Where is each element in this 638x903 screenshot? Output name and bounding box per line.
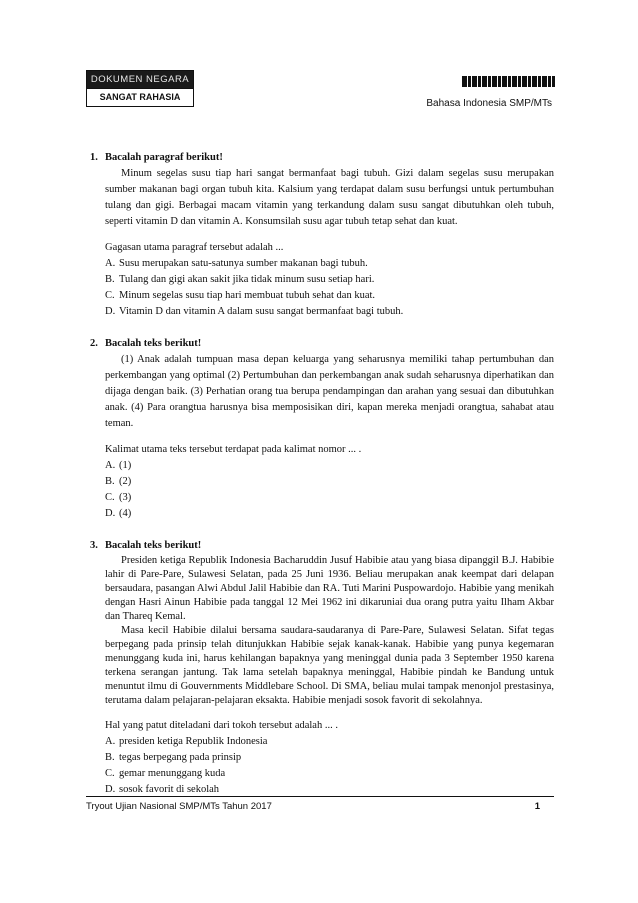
question-title: Bacalah teks berikut! [105, 540, 202, 551]
option-b: B. tegas berpegang pada prinsip [105, 752, 242, 763]
question-passage: Minum segelas susu tiap hari sangat bermanfaat bagi tubuh. Gizi dalam segelas susu merupakan sumber makanan bagi organ tubuh kita. Kalsium yang terdapat dalam susu berfungsi untuk pertumbuhan tulang dan gigi. Berbagai macam vitamin yang terkandung dalam susu sangat dibutuhkan oleh tubuh, seperti vitamin D dan vitamin A. Konsumsilah susu agar tubuh tetap sehat dan kuat. [105, 168, 554, 227]
question-prompt: Gagasan utama paragraf tersebut adalah ... [105, 242, 284, 253]
option-d: D. sosok favorit di sekolah [105, 784, 220, 795]
option-a: A. Susu merupakan satu-satunya sumber makanan bagi tubuh. [105, 258, 368, 269]
option-d: D. Vitamin D dan vitamin A dalam susu sangat bermanfaat bagi tubuh. [105, 306, 404, 317]
question-1 [86, 150, 554, 320]
doc-label: DOKUMEN NEGARA [87, 71, 193, 88]
page-number: 1 [534, 801, 540, 812]
answer-options [105, 458, 554, 522]
barcode-icon [462, 76, 555, 87]
question-passage: Presiden ketiga Republik Indonesia Bacharuddin Jusuf Habibie atau yang biasa dipanggil B.J. Habibie lahir di Pare-Pare, Sulawesi Selatan, pada 25 Juni 1936. Beliau merupakan anak keempat dari delapan bersaudara, pasangan Alwi Abdul Jalil Habibie dan RA. Tuti Marini Puspowardojo. Habibie yang menikah dengan Hasri Ainun Habibie pada tanggal 12 Mei 1962 ini dikaruniai dua orang putra yaitu Ilham Akbar dan Thareq Kemal. [105, 555, 554, 622]
option-d: D. (4) [105, 508, 132, 519]
question-2 [86, 336, 554, 522]
question-3 [86, 538, 554, 798]
document-classification-box [86, 70, 194, 107]
secrecy-label: SANGAT RAHASIA [87, 88, 193, 106]
page-footer [86, 796, 554, 812]
footer-label: Tryout Ujian Nasional SMP/MTs Tahun 2017 [86, 801, 272, 812]
subject-label: Bahasa Indonesia SMP/MTs [426, 98, 552, 109]
option-c: C. Minum segelas susu tiap hari membuat tubuh sehat dan kuat. [105, 290, 376, 301]
answer-options [105, 734, 554, 798]
option-c: C. gemar menunggang kuda [105, 768, 226, 779]
question-passage-2: Masa kecil Habibie dilalui bersama saudara-saudaranya di Pare-Pare, Sulawesi Selatan. Sifat tegas berpegang pada prinsip telah ditunjukkan Habibie sejak kanak-kanak. Habibie yang punya kegemaran menunggang kuda ini, harus kehilangan bapaknya yang meninggal dunia pada 3 September 1950 karena terkena serangan jantung. Tak lama setelah bapaknya meninggal, Habibie pindah ke Bandung untuk menuntut ilmu di Gouvernments Middlebare School. Di SMA, beliau mulai tampak menonjol prestasinya, terutama dalam pelajaran-pelajaran eksakta. Habibie menjadi sosok favorit di sekolahnya. [105, 625, 554, 706]
question-number: 3. [90, 540, 98, 551]
option-a: A. (1) [105, 460, 132, 471]
question-title: Bacalah paragraf berikut! [105, 152, 223, 163]
question-title: Bacalah teks berikut! [105, 338, 202, 349]
exam-content [86, 150, 554, 814]
question-number: 2. [90, 338, 98, 349]
option-b: B. Tulang dan gigi akan sakit jika tidak minum susu setiap hari. [105, 274, 375, 285]
question-prompt: Kalimat utama teks tersebut terdapat pada kalimat nomor ... . [105, 444, 362, 455]
question-number: 1. [90, 152, 98, 163]
answer-options [105, 256, 554, 320]
option-c: C. (3) [105, 492, 132, 503]
question-prompt: Hal yang patut diteladani dari tokoh tersebut adalah ... . [105, 720, 338, 731]
option-a: A. presiden ketiga Republik Indonesia [105, 736, 268, 747]
question-passage: (1) Anak adalah tumpuan masa depan keluarga yang seharusnya memiliki tahap pertumbuhan dan perkembangan yang optimal (2) Pertumbuhan dan perkembangan anak sudah seharusnya diperhatikan dan dijaga dengan baik. (3) Perhatian orang tua berupa pendampingan dan arahan yang sesuai dan dibutuhkan anak. (4) Para orangtua harusnya bisa memposisikan diri, kapan mereka menjadi orangtua, sahabat atau teman. [105, 354, 554, 429]
option-b: B. (2) [105, 476, 132, 487]
